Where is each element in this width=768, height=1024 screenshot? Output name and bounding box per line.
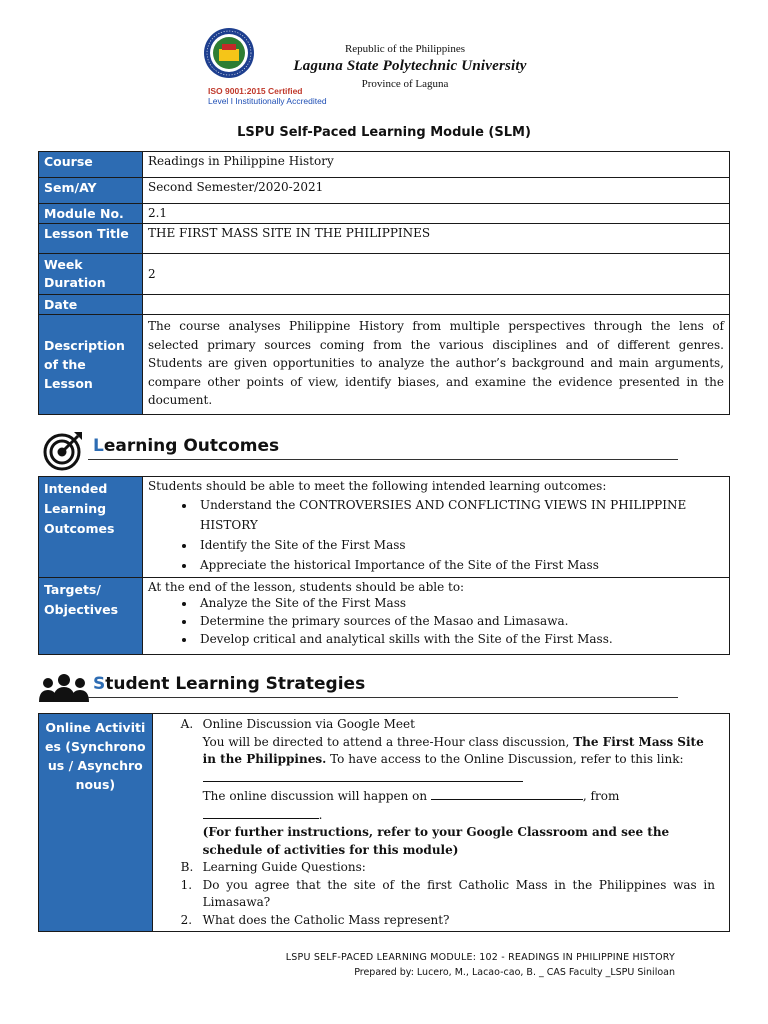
- item-a-body: You will be directed to attend a three-Hour class discussion, The First Mass Site in the Philippines. To have access to the Online Discussion, refer to this link: The online discussion will happen on , from . (For further instructions, refer to your Google Classroom and see the schedule of activities for this module): [202, 734, 704, 857]
- sem-ay-value: Second Semester/2020-2021: [142, 178, 729, 204]
- intended-outcomes-label: Intended Learning Outcomes: [39, 477, 143, 578]
- footer-prepared-by: Prepared by: Lucero, M., Lacao-cao, B. _ CAS Faculty _LSPU Siniloan: [354, 967, 675, 978]
- strategies-heading: [38, 666, 678, 706]
- province-line: Province of Laguna: [361, 78, 449, 90]
- module-title: LSPU Self-Paced Learning Module (SLM): [237, 125, 531, 140]
- table-row: [39, 178, 730, 204]
- learning-outcomes-title: [93, 436, 279, 456]
- table-row: [39, 254, 730, 295]
- targets-label: Targets/ Objectives: [39, 578, 143, 655]
- question-text: Do you agree that the site of the first Catholic Mass in the Philippines was in Limasawa?: [202, 877, 715, 909]
- question-number: 2.: [180, 912, 193, 927]
- targets-intro: At the end of the lesson, students should be able to:: [147, 580, 465, 594]
- item-b: [181, 859, 715, 877]
- description-value: The course analyses Philippine History from multiple perspectives through the lens of selected primary sources coming from the various disciplines and of different genres. Students are given opportunities to analyze the author’s background and main arguments, compare other points of view, identify biases, and examine the evidence presented in the document.: [142, 315, 729, 415]
- university-name: Laguna State Polytechnic University: [293, 58, 527, 74]
- week-duration-label: Week Duration: [39, 254, 143, 295]
- table-row: [39, 315, 730, 415]
- heading-underline: [88, 697, 678, 698]
- list-item: • Appreciate the historical Importance of the Site of the First Mass: [196, 555, 724, 575]
- university-seal-icon: [203, 27, 255, 79]
- list-item: • Develop critical and analytical skills with the Site of the First Mass.: [196, 630, 724, 648]
- list-item: • Understand the CONTROVERSIES AND CONFLICTING VIEWS IN PHILIPPINE HISTORY: [196, 495, 724, 535]
- a-when: The online discussion will happen on: [202, 789, 428, 803]
- heading-rest: earning Outcomes: [103, 436, 280, 456]
- link-blank[interactable]: [203, 769, 523, 782]
- date-blank[interactable]: [431, 787, 583, 800]
- question-2: [181, 912, 715, 930]
- course-value: Readings in Philippine History: [142, 152, 729, 178]
- lesson-title-value: THE FIRST MASS SITE IN THE PHILIPPINES: [142, 224, 729, 254]
- item-marker: B.: [180, 860, 194, 874]
- date-label: Date: [39, 295, 143, 315]
- table-row: [39, 295, 730, 315]
- question-1: [181, 877, 715, 912]
- intended-intro: Students should be able to meet the following intended learning outcomes:: [147, 479, 607, 493]
- a-text-1: You will be directed to attend a three-Hour class discussion,: [202, 734, 570, 749]
- course-info-table: [38, 151, 730, 415]
- target-icon: [42, 428, 86, 472]
- item-a: [181, 716, 715, 734]
- week-duration-value: 2: [142, 254, 729, 295]
- heading-initial: S: [93, 674, 106, 694]
- list-item: • Identify the Site of the First Mass: [196, 535, 724, 555]
- learning-outcomes-heading: [38, 428, 678, 468]
- a-bold-text: The First Mass Site in the Philippines.: [202, 734, 704, 766]
- strategies-table: [38, 713, 730, 932]
- learning-outcomes-table: [38, 476, 730, 655]
- group-people-icon: [38, 672, 90, 706]
- module-no-value: 2.1: [142, 204, 729, 224]
- description-label: Description of the Lesson: [39, 315, 143, 415]
- question-number: 1.: [180, 877, 193, 892]
- intended-outcomes-cell: [142, 477, 729, 578]
- sem-ay-label: Sem/AY: [39, 178, 143, 204]
- table-row: [39, 224, 730, 254]
- date-value: [142, 295, 729, 315]
- table-row: [39, 152, 730, 178]
- heading-underline: [88, 459, 678, 460]
- accreditation-line: Level I Institutionally Accredited: [208, 96, 327, 106]
- table-row: [39, 204, 730, 224]
- activities-cell: [152, 714, 729, 932]
- a-note: (For further instructions, refer to your Google Classroom and see the schedule of activities for this module): [202, 825, 670, 857]
- table-row: [39, 477, 730, 578]
- time-blank[interactable]: [203, 806, 319, 819]
- course-label: Course: [39, 152, 143, 178]
- targets-list: [148, 594, 724, 648]
- intended-list: [148, 495, 724, 575]
- table-row: [39, 578, 730, 655]
- item-b-title: Learning Guide Questions:: [202, 860, 366, 874]
- targets-cell: [142, 578, 729, 655]
- strategies-title: [93, 674, 365, 694]
- heading-initial: L: [93, 436, 104, 456]
- footer-module: LSPU SELF-PACED LEARNING MODULE: 102 - READINGS IN PHILIPPINE HISTORY: [285, 952, 675, 963]
- module-no-label: Module No.: [39, 204, 143, 224]
- heading-rest: tudent Learning Strategies: [105, 674, 366, 694]
- republic-line: Republic of the Philippines: [344, 43, 466, 55]
- a-text-2: To have access to the Online Discussion, refer to this link:: [330, 752, 684, 766]
- lesson-title-label: Lesson Title: [39, 224, 143, 254]
- list-item: • Analyze the Site of the First Mass: [196, 594, 724, 612]
- table-row: [39, 714, 730, 932]
- question-text: What does the Catholic Mass represent?: [202, 912, 450, 927]
- online-activities-label: Online Activities (Synchronous / Asynchronous): [39, 714, 153, 932]
- item-marker: A.: [180, 717, 194, 731]
- iso-certification: ISO 9001:2015 Certified: [208, 86, 303, 96]
- a-from: , from: [582, 789, 620, 803]
- item-a-title: Online Discussion via Google Meet: [202, 717, 415, 731]
- list-item: • Determine the primary sources of the Masao and Limasawa.: [196, 612, 724, 630]
